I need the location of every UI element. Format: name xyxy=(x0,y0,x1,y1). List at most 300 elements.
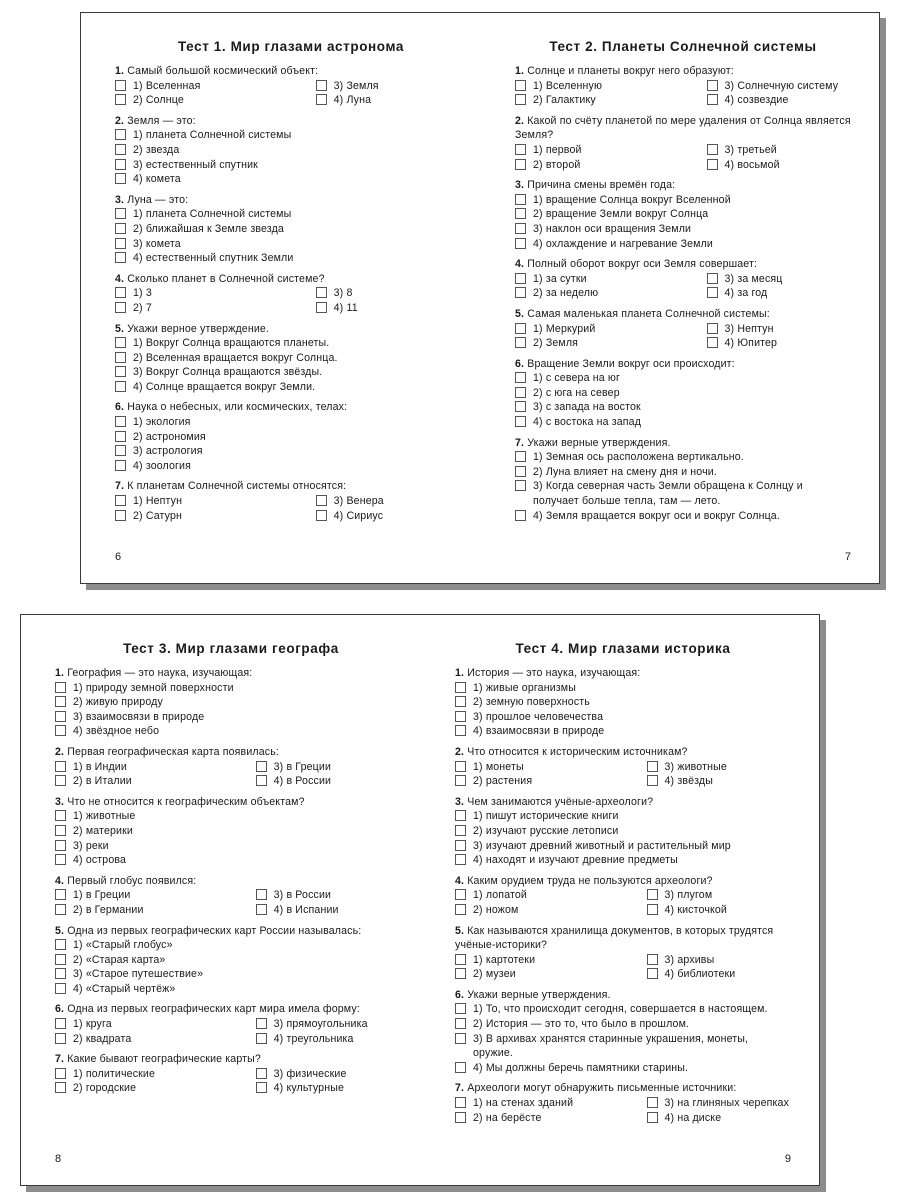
answer-option xyxy=(55,760,256,775)
workbook-page-6 xyxy=(81,13,481,583)
answer-option-label: 4) библиотеки xyxy=(664,968,736,981)
question-prompt: Причина смены времён года: xyxy=(527,179,676,192)
answer-checkbox[interactable] xyxy=(55,696,66,707)
question-number: 6. xyxy=(115,401,125,414)
answer-checkbox[interactable] xyxy=(115,252,126,263)
answer-option-label: 3) Когда северная часть Земли обращена к Солнцу и получает больше тепла, там — лето. xyxy=(533,480,803,508)
answer-option-label: 2) Вселенная вращается вокруг Солнца. xyxy=(133,351,338,364)
answer-option xyxy=(55,681,407,696)
answer-option xyxy=(115,172,467,187)
question-block xyxy=(55,745,407,789)
answer-option-label: 1) политические xyxy=(73,1067,156,1080)
answer-checkbox[interactable] xyxy=(455,1018,466,1029)
question-number: 1. xyxy=(55,667,65,679)
answer-options xyxy=(515,322,851,351)
answer-option xyxy=(115,509,316,524)
answer-option xyxy=(707,272,851,287)
answer-option xyxy=(316,494,467,509)
answer-option xyxy=(115,336,467,351)
question-prompt: Укажи верное утверждение. xyxy=(127,322,270,335)
answer-checkbox[interactable] xyxy=(55,1068,66,1079)
answer-option-label: 1) То, что происходит сегодня, совершается в настоящем. xyxy=(473,1003,768,1016)
answer-checkbox[interactable] xyxy=(55,1082,66,1093)
answer-options xyxy=(515,193,851,251)
answer-option xyxy=(256,1081,407,1096)
answer-checkbox[interactable] xyxy=(115,352,126,363)
answer-checkbox[interactable] xyxy=(515,372,526,383)
answer-option xyxy=(455,681,791,696)
answer-option-label: 2) 7 xyxy=(133,301,152,314)
answer-checkbox[interactable] xyxy=(515,208,526,219)
answer-checkbox[interactable] xyxy=(55,939,66,950)
answer-option xyxy=(55,724,407,739)
answer-checkbox[interactable] xyxy=(455,854,466,865)
answer-checkbox[interactable] xyxy=(316,94,327,105)
answer-checkbox[interactable] xyxy=(115,495,126,506)
answer-checkbox[interactable] xyxy=(515,273,526,284)
answer-checkbox[interactable] xyxy=(316,495,327,506)
answer-option-label: 2) Солнце xyxy=(133,94,184,107)
answer-option-label: 1) круга xyxy=(73,1018,112,1031)
question-prompt: Самый большой космический объект: xyxy=(127,65,319,77)
answer-checkbox[interactable] xyxy=(256,1068,267,1079)
answer-checkbox[interactable] xyxy=(707,273,718,284)
answer-checkbox[interactable] xyxy=(515,159,526,170)
question-block xyxy=(515,64,851,108)
answer-option-label: 4) на диске xyxy=(664,1111,722,1124)
answer-checkbox[interactable] xyxy=(455,1112,466,1123)
answer-option-label: 4) находят и изучают древние предметы xyxy=(473,854,678,867)
answer-option xyxy=(707,158,851,173)
answer-option-label: 4) острова xyxy=(73,854,127,867)
answer-checkbox[interactable] xyxy=(55,889,66,900)
answer-checkbox[interactable] xyxy=(455,840,466,851)
answer-option xyxy=(455,967,647,982)
answer-option-label: 3) животные xyxy=(664,760,727,773)
answer-options xyxy=(55,938,407,996)
workbook-spread-top xyxy=(80,12,880,584)
answer-checkbox[interactable] xyxy=(115,238,126,249)
question-block xyxy=(455,666,791,739)
question-text xyxy=(515,114,851,143)
answer-option-label: 4) за год xyxy=(724,287,768,300)
answer-option-label: 3) наклон оси вращения Земли xyxy=(533,222,692,235)
answer-option xyxy=(55,1017,256,1032)
question-block xyxy=(515,178,851,251)
answer-checkbox[interactable] xyxy=(316,287,327,298)
answer-checkbox[interactable] xyxy=(256,1082,267,1093)
answer-option xyxy=(115,380,467,395)
answer-option-label: 2) второй xyxy=(533,158,581,171)
answer-option xyxy=(515,158,707,173)
answer-option-label: 3) реки xyxy=(73,839,109,852)
answer-checkbox[interactable] xyxy=(707,287,718,298)
answer-option xyxy=(55,774,256,789)
answer-checkbox[interactable] xyxy=(455,711,466,722)
answer-checkbox[interactable] xyxy=(515,80,526,91)
answer-option xyxy=(455,839,791,854)
question-number: 3. xyxy=(55,795,65,808)
question-text xyxy=(515,307,851,322)
answer-checkbox[interactable] xyxy=(115,381,126,392)
answer-option xyxy=(455,888,647,903)
answer-option-label: 3) в Греции xyxy=(273,760,332,773)
answer-options xyxy=(115,128,467,186)
answer-option xyxy=(115,79,316,94)
question-prompt: Чем занимаются учёные-археологи? xyxy=(467,795,654,808)
answer-option xyxy=(455,774,647,789)
answer-option-label: 1) Земная ось расположена вертикально. xyxy=(533,451,744,464)
answer-option xyxy=(316,301,467,316)
answer-checkbox[interactable] xyxy=(115,416,126,427)
answer-option xyxy=(515,237,851,252)
answer-checkbox[interactable] xyxy=(707,144,718,155)
answer-option xyxy=(55,853,407,868)
answer-checkbox[interactable] xyxy=(455,1097,466,1108)
answer-checkbox[interactable] xyxy=(115,94,126,105)
answer-option xyxy=(455,1032,791,1061)
answer-option-label: 1) планета Солнечной системы xyxy=(133,208,292,221)
answer-option-label: 1) Меркурий xyxy=(533,322,596,335)
question-prompt: Самая маленькая планета Солнечной системы: xyxy=(527,307,770,320)
answer-checkbox[interactable] xyxy=(55,854,66,865)
answer-checkbox[interactable] xyxy=(647,968,658,979)
answer-checkbox[interactable] xyxy=(256,904,267,915)
answer-checkbox[interactable] xyxy=(515,287,526,298)
answer-option-label: 1) живые организмы xyxy=(473,681,576,694)
answer-checkbox[interactable] xyxy=(647,889,658,900)
answer-checkbox[interactable] xyxy=(455,889,466,900)
question-text xyxy=(55,1052,407,1067)
answer-option xyxy=(115,415,467,430)
question-prompt: Что относится к историческим источникам? xyxy=(467,745,688,758)
answer-checkbox[interactable] xyxy=(515,337,526,348)
answer-checkbox[interactable] xyxy=(115,337,126,348)
answer-checkbox[interactable] xyxy=(515,238,526,249)
answer-checkbox[interactable] xyxy=(55,904,66,915)
answer-options xyxy=(455,888,791,917)
question-text xyxy=(115,64,467,79)
answer-checkbox[interactable] xyxy=(55,682,66,693)
answer-option xyxy=(455,1096,647,1111)
answer-checkbox[interactable] xyxy=(115,173,126,184)
answer-checkbox[interactable] xyxy=(455,761,466,772)
answer-option xyxy=(455,760,647,775)
question-block xyxy=(115,272,467,316)
answer-option-label: 3) Нептун xyxy=(724,322,774,335)
question-number: 1. xyxy=(115,65,125,77)
answer-checkbox[interactable] xyxy=(115,129,126,140)
answer-option-label: 3) в России xyxy=(273,889,332,902)
answer-option-label: 2) в Германии xyxy=(73,903,144,916)
question-prompt: Какие бывают географические карты? xyxy=(67,1053,261,1066)
answer-option-label: 1) за сутки xyxy=(533,272,587,285)
answer-checkbox[interactable] xyxy=(515,401,526,412)
answer-checkbox[interactable] xyxy=(515,416,526,427)
test-title: Тест 1. Мир глазами астронома xyxy=(178,39,404,54)
answer-checkbox[interactable] xyxy=(455,954,466,965)
answer-checkbox[interactable] xyxy=(55,761,66,772)
answer-checkbox[interactable] xyxy=(455,1033,466,1044)
answer-option-label: 1) 3 xyxy=(133,287,152,300)
answer-option xyxy=(115,251,467,266)
answer-checkbox[interactable] xyxy=(707,323,718,334)
answer-checkbox[interactable] xyxy=(515,144,526,155)
answer-option xyxy=(256,1017,407,1032)
answer-checkbox[interactable] xyxy=(455,968,466,979)
question-prompt: История — это наука, изучающая: xyxy=(467,667,641,679)
answer-checkbox[interactable] xyxy=(455,696,466,707)
answer-option xyxy=(55,953,407,968)
answer-checkbox[interactable] xyxy=(115,366,126,377)
answer-option xyxy=(55,809,407,824)
answer-option xyxy=(515,222,851,237)
answer-option-label: 1) с севера на юг xyxy=(533,372,620,385)
answer-option xyxy=(515,193,851,208)
answer-options xyxy=(515,371,851,429)
answer-option-label: 3) физические xyxy=(273,1067,347,1080)
answer-checkbox[interactable] xyxy=(647,1112,658,1123)
answer-option-label: 3) Вокруг Солнца вращаются звёзды. xyxy=(133,366,323,379)
answer-option-label: 2) Земля xyxy=(533,337,579,350)
question-prompt: Луна — это: xyxy=(127,193,189,206)
answer-checkbox[interactable] xyxy=(115,287,126,298)
answer-option xyxy=(115,430,467,445)
answer-checkbox[interactable] xyxy=(455,904,466,915)
answer-option xyxy=(55,967,407,982)
answer-checkbox[interactable] xyxy=(515,94,526,105)
answer-checkbox[interactable] xyxy=(515,323,526,334)
question-text xyxy=(55,795,407,810)
answer-option-label: 4) охлаждение и нагревание Земли xyxy=(533,237,713,250)
answer-option xyxy=(115,459,467,474)
answer-option-label: 2) живую природу xyxy=(73,696,163,709)
question-prompt: Вращение Земли вокруг оси происходит: xyxy=(527,357,735,370)
answer-option xyxy=(455,1061,791,1076)
answer-checkbox[interactable] xyxy=(647,775,658,786)
answer-option xyxy=(316,509,467,524)
answer-checkbox[interactable] xyxy=(455,1062,466,1073)
answer-options xyxy=(55,681,407,739)
answer-option-label: 4) Сириус xyxy=(333,509,384,522)
answer-checkbox[interactable] xyxy=(515,466,526,477)
answer-option xyxy=(115,158,467,173)
question-prompt: Наука о небесных, или космических, телах: xyxy=(127,401,348,414)
question-text xyxy=(115,193,467,208)
answer-checkbox[interactable] xyxy=(55,775,66,786)
answer-checkbox[interactable] xyxy=(115,302,126,313)
answer-option xyxy=(316,286,467,301)
answer-option-label: 1) Вселенная xyxy=(133,79,201,92)
answer-option xyxy=(316,79,467,94)
answer-checkbox[interactable] xyxy=(256,1018,267,1029)
answer-option xyxy=(455,809,791,824)
question-block xyxy=(515,257,851,301)
answer-checkbox[interactable] xyxy=(515,510,526,521)
answer-checkbox[interactable] xyxy=(515,387,526,398)
answer-option xyxy=(647,760,791,775)
answer-option xyxy=(455,1002,791,1017)
answer-checkbox[interactable] xyxy=(55,825,66,836)
question-text xyxy=(455,745,791,760)
answer-option xyxy=(115,128,467,143)
question-block xyxy=(55,874,407,918)
question-prompt: Сколько планет в Солнечной системе? xyxy=(127,272,325,285)
page-number: 9 xyxy=(784,1153,791,1165)
answer-checkbox[interactable] xyxy=(55,968,66,979)
answer-checkbox[interactable] xyxy=(55,810,66,821)
answer-option-label: 3) на глиняных черепках xyxy=(664,1097,790,1110)
answer-checkbox[interactable] xyxy=(455,825,466,836)
answer-checkbox[interactable] xyxy=(115,445,126,456)
answer-option-label: 1) первой xyxy=(533,143,582,156)
answer-option-label: 2) ближайшая к Земле звезда xyxy=(133,222,284,235)
answer-checkbox[interactable] xyxy=(707,337,718,348)
answer-checkbox[interactable] xyxy=(115,144,126,155)
answer-option xyxy=(515,322,707,337)
answer-checkbox[interactable] xyxy=(55,725,66,736)
answer-checkbox[interactable] xyxy=(455,810,466,821)
answer-checkbox[interactable] xyxy=(55,711,66,722)
answer-option xyxy=(455,710,791,725)
question-block xyxy=(455,988,791,1076)
answer-checkbox[interactable] xyxy=(515,194,526,205)
answer-checkbox[interactable] xyxy=(647,904,658,915)
answer-option xyxy=(316,93,467,108)
answer-checkbox[interactable] xyxy=(455,775,466,786)
answer-checkbox[interactable] xyxy=(647,1097,658,1108)
answer-checkbox[interactable] xyxy=(455,682,466,693)
answer-checkbox[interactable] xyxy=(55,983,66,994)
test-title: Тест 2. Планеты Солнечной системы xyxy=(549,39,817,54)
answer-checkbox[interactable] xyxy=(115,510,126,521)
answer-option-label: 4) естественный спутник Земли xyxy=(133,252,294,265)
answer-checkbox[interactable] xyxy=(256,761,267,772)
answer-option xyxy=(115,494,316,509)
answer-checkbox[interactable] xyxy=(707,94,718,105)
answer-checkbox[interactable] xyxy=(256,775,267,786)
answer-option-label: 2) в Италии xyxy=(73,775,132,788)
question-number: 4. xyxy=(515,258,525,271)
answer-option xyxy=(256,903,407,918)
answer-checkbox[interactable] xyxy=(115,159,126,170)
question-prompt: Что не относится к географическим объектам? xyxy=(67,795,305,808)
answer-checkbox[interactable] xyxy=(115,460,126,471)
answer-checkbox[interactable] xyxy=(515,480,526,491)
question-text xyxy=(55,924,407,939)
answer-checkbox[interactable] xyxy=(515,223,526,234)
answer-checkbox[interactable] xyxy=(55,1033,66,1044)
answer-options xyxy=(515,272,851,301)
question-block xyxy=(55,924,407,997)
answer-option-label: 4) Мы должны беречь памятники старины. xyxy=(473,1061,689,1074)
question-block xyxy=(515,357,851,430)
question-prompt: Как называются хранилища документов, в которых трудятся учёные-историки? xyxy=(455,924,774,952)
answer-option-label: 3) Земля xyxy=(333,79,379,92)
answer-option xyxy=(455,695,791,710)
question-text xyxy=(515,178,851,193)
question-number: 5. xyxy=(55,924,65,937)
answer-checkbox[interactable] xyxy=(55,954,66,965)
question-text xyxy=(455,988,791,1003)
answer-option-label: 4) Юпитер xyxy=(724,337,778,350)
page-number: 8 xyxy=(55,1153,62,1165)
answer-options xyxy=(55,809,407,867)
answer-checkbox[interactable] xyxy=(115,431,126,442)
answer-options xyxy=(455,1002,791,1075)
answer-checkbox[interactable] xyxy=(707,80,718,91)
answer-checkbox[interactable] xyxy=(316,302,327,313)
answer-option xyxy=(55,1032,256,1047)
answer-checkbox[interactable] xyxy=(455,1003,466,1014)
answer-option-label: 3) естественный спутник xyxy=(133,158,258,171)
question-number: 7. xyxy=(115,480,125,493)
answer-option-label: 1) экология xyxy=(133,416,191,429)
workbook-page-8 xyxy=(21,615,421,1185)
answer-option-label: 2) вращение Земли вокруг Солнца xyxy=(533,208,709,221)
answer-option xyxy=(256,774,407,789)
answer-checkbox[interactable] xyxy=(455,725,466,736)
answer-option-label: 2) «Старая карта» xyxy=(73,953,166,966)
answer-option xyxy=(455,724,791,739)
answer-option xyxy=(515,465,851,480)
answer-option xyxy=(55,938,407,953)
answer-checkbox[interactable] xyxy=(647,954,658,965)
answer-option-label: 3) прямоугольника xyxy=(273,1018,368,1031)
answer-checkbox[interactable] xyxy=(115,223,126,234)
answer-option xyxy=(115,286,316,301)
question-block xyxy=(455,874,791,918)
answer-options xyxy=(455,681,791,739)
question-text xyxy=(55,666,407,681)
answer-option-label: 4) комета xyxy=(133,173,181,186)
answer-option-label: 3) Солнечную систему xyxy=(724,79,839,92)
answer-checkbox[interactable] xyxy=(316,510,327,521)
answer-option xyxy=(515,371,851,386)
answer-checkbox[interactable] xyxy=(55,840,66,851)
answer-options xyxy=(55,1017,407,1046)
answer-option-label: 1) «Старый глобус» xyxy=(73,939,173,952)
answer-option-label: 3) за месяц xyxy=(724,272,783,285)
answer-option-label: 1) на стенах зданий xyxy=(473,1097,574,1110)
question-text xyxy=(455,666,791,681)
answer-checkbox[interactable] xyxy=(55,1018,66,1029)
answer-option xyxy=(515,272,707,287)
answer-option-label: 1) картотеки xyxy=(473,953,536,966)
answer-checkbox[interactable] xyxy=(115,208,126,219)
question-prompt: Какой по счёту планетой по мере удаления от Солнца является Земля? xyxy=(515,114,851,142)
answer-option-label: 3) Венера xyxy=(333,495,384,508)
answer-option-label: 3) «Старое путешествие» xyxy=(73,968,204,981)
answer-checkbox[interactable] xyxy=(515,451,526,462)
answer-checkbox[interactable] xyxy=(115,80,126,91)
answer-option xyxy=(55,839,407,854)
answer-option-label: 1) планета Солнечной системы xyxy=(133,129,292,142)
answer-checkbox[interactable] xyxy=(256,1033,267,1044)
question-text xyxy=(455,874,791,889)
answer-options xyxy=(115,286,467,315)
answer-checkbox[interactable] xyxy=(707,159,718,170)
answer-option-label: 2) материки xyxy=(73,824,133,837)
answer-option-label: 1) животные xyxy=(73,810,136,823)
answer-checkbox[interactable] xyxy=(647,761,658,772)
answer-checkbox[interactable] xyxy=(316,80,327,91)
answer-option xyxy=(515,79,707,94)
answer-options xyxy=(455,760,791,789)
answer-option-label: 4) «Старый чертёж» xyxy=(73,982,176,995)
answer-checkbox[interactable] xyxy=(256,889,267,900)
answer-option-label: 2) городские xyxy=(73,1082,137,1095)
